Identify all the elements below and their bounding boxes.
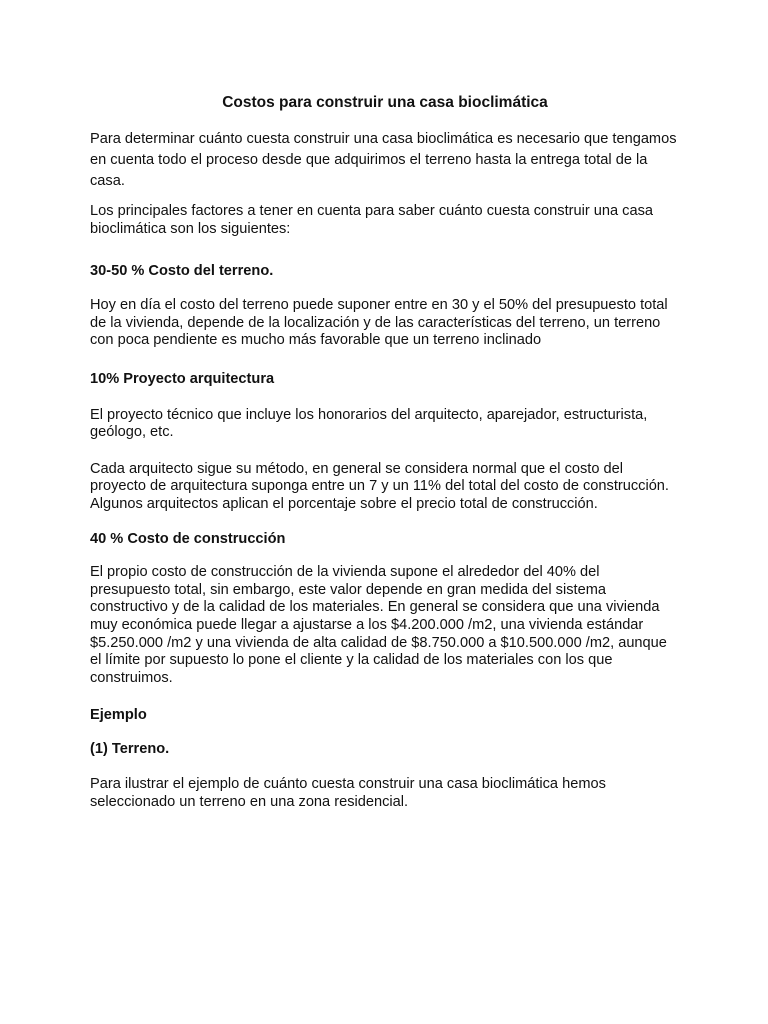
document-title: Costos para construir una casa bioclimática xyxy=(222,94,548,111)
section-subheading-terreno-ejemplo: (1) Terreno. xyxy=(90,740,170,757)
section-paragraph-proyecto-2: Cada arquitecto sigue su método, en general se considera normal que el costo del proyecto de arquitectura suponga entre un 7 y un 11% del total del costo de construcción. Algunos arquitectos aplican el porcentaje sobre el precio total de construcción. xyxy=(90,460,669,512)
factors-paragraph: Los principales factores a tener en cuenta para saber cuánto cuesta construir una casa bioclimática son los siguientes: xyxy=(90,203,654,237)
section-paragraph-proyecto-1: El proyecto técnico que incluye los honorarios del arquitecto, aparejador, estructurista, geólogo, etc. xyxy=(90,406,648,441)
section-paragraph-construccion: El propio costo de construcción de la vivienda supone el alrededor del 40% del presupuesto total, sin embargo, este valor depende en gran medida del sistema constructivo y de la calidad de los materiales. En general se considera que una vivienda muy económica puede llegar a ajustarse a los $4.200.000 /m2, una vivienda estándar $5.250.000 /m2 y una vivienda de alta calidad de $8.750.000 a $10.500.000 /m2, aunque el límite por supuesto lo pone el cliente y la calidad de los materiales con los que construimos. xyxy=(90,564,667,686)
section-paragraph-terreno: Hoy en día el costo del terreno puede suponer entre en 30 y el 50% del presupuesto total de la vivienda, depende de la localización y de las características del terreno, un terreno con poca pendiente es mucho más favorable que un terreno inclinado xyxy=(90,297,668,349)
section-heading-construccion: 40 % Costo de construcción xyxy=(90,530,286,547)
document-content xyxy=(90,94,680,812)
section-heading-proyecto: 10% Proyecto arquitectura xyxy=(90,370,275,387)
section-paragraph-ejemplo: Para ilustrar el ejemplo de cuánto cuesta construir una casa bioclimática hemos seleccionado un terreno en una zona residencial. xyxy=(90,776,606,811)
section-heading-terreno: 30-50 % Costo del terreno. xyxy=(90,262,274,279)
intro-paragraph: Para determinar cuánto cuesta construir una casa bioclimática es necesario que tengamos en cuenta todo el proceso desde que adquirimos el terreno hasta la entrega total de la casa. xyxy=(90,131,677,189)
section-heading-ejemplo: Ejemplo xyxy=(90,707,147,724)
